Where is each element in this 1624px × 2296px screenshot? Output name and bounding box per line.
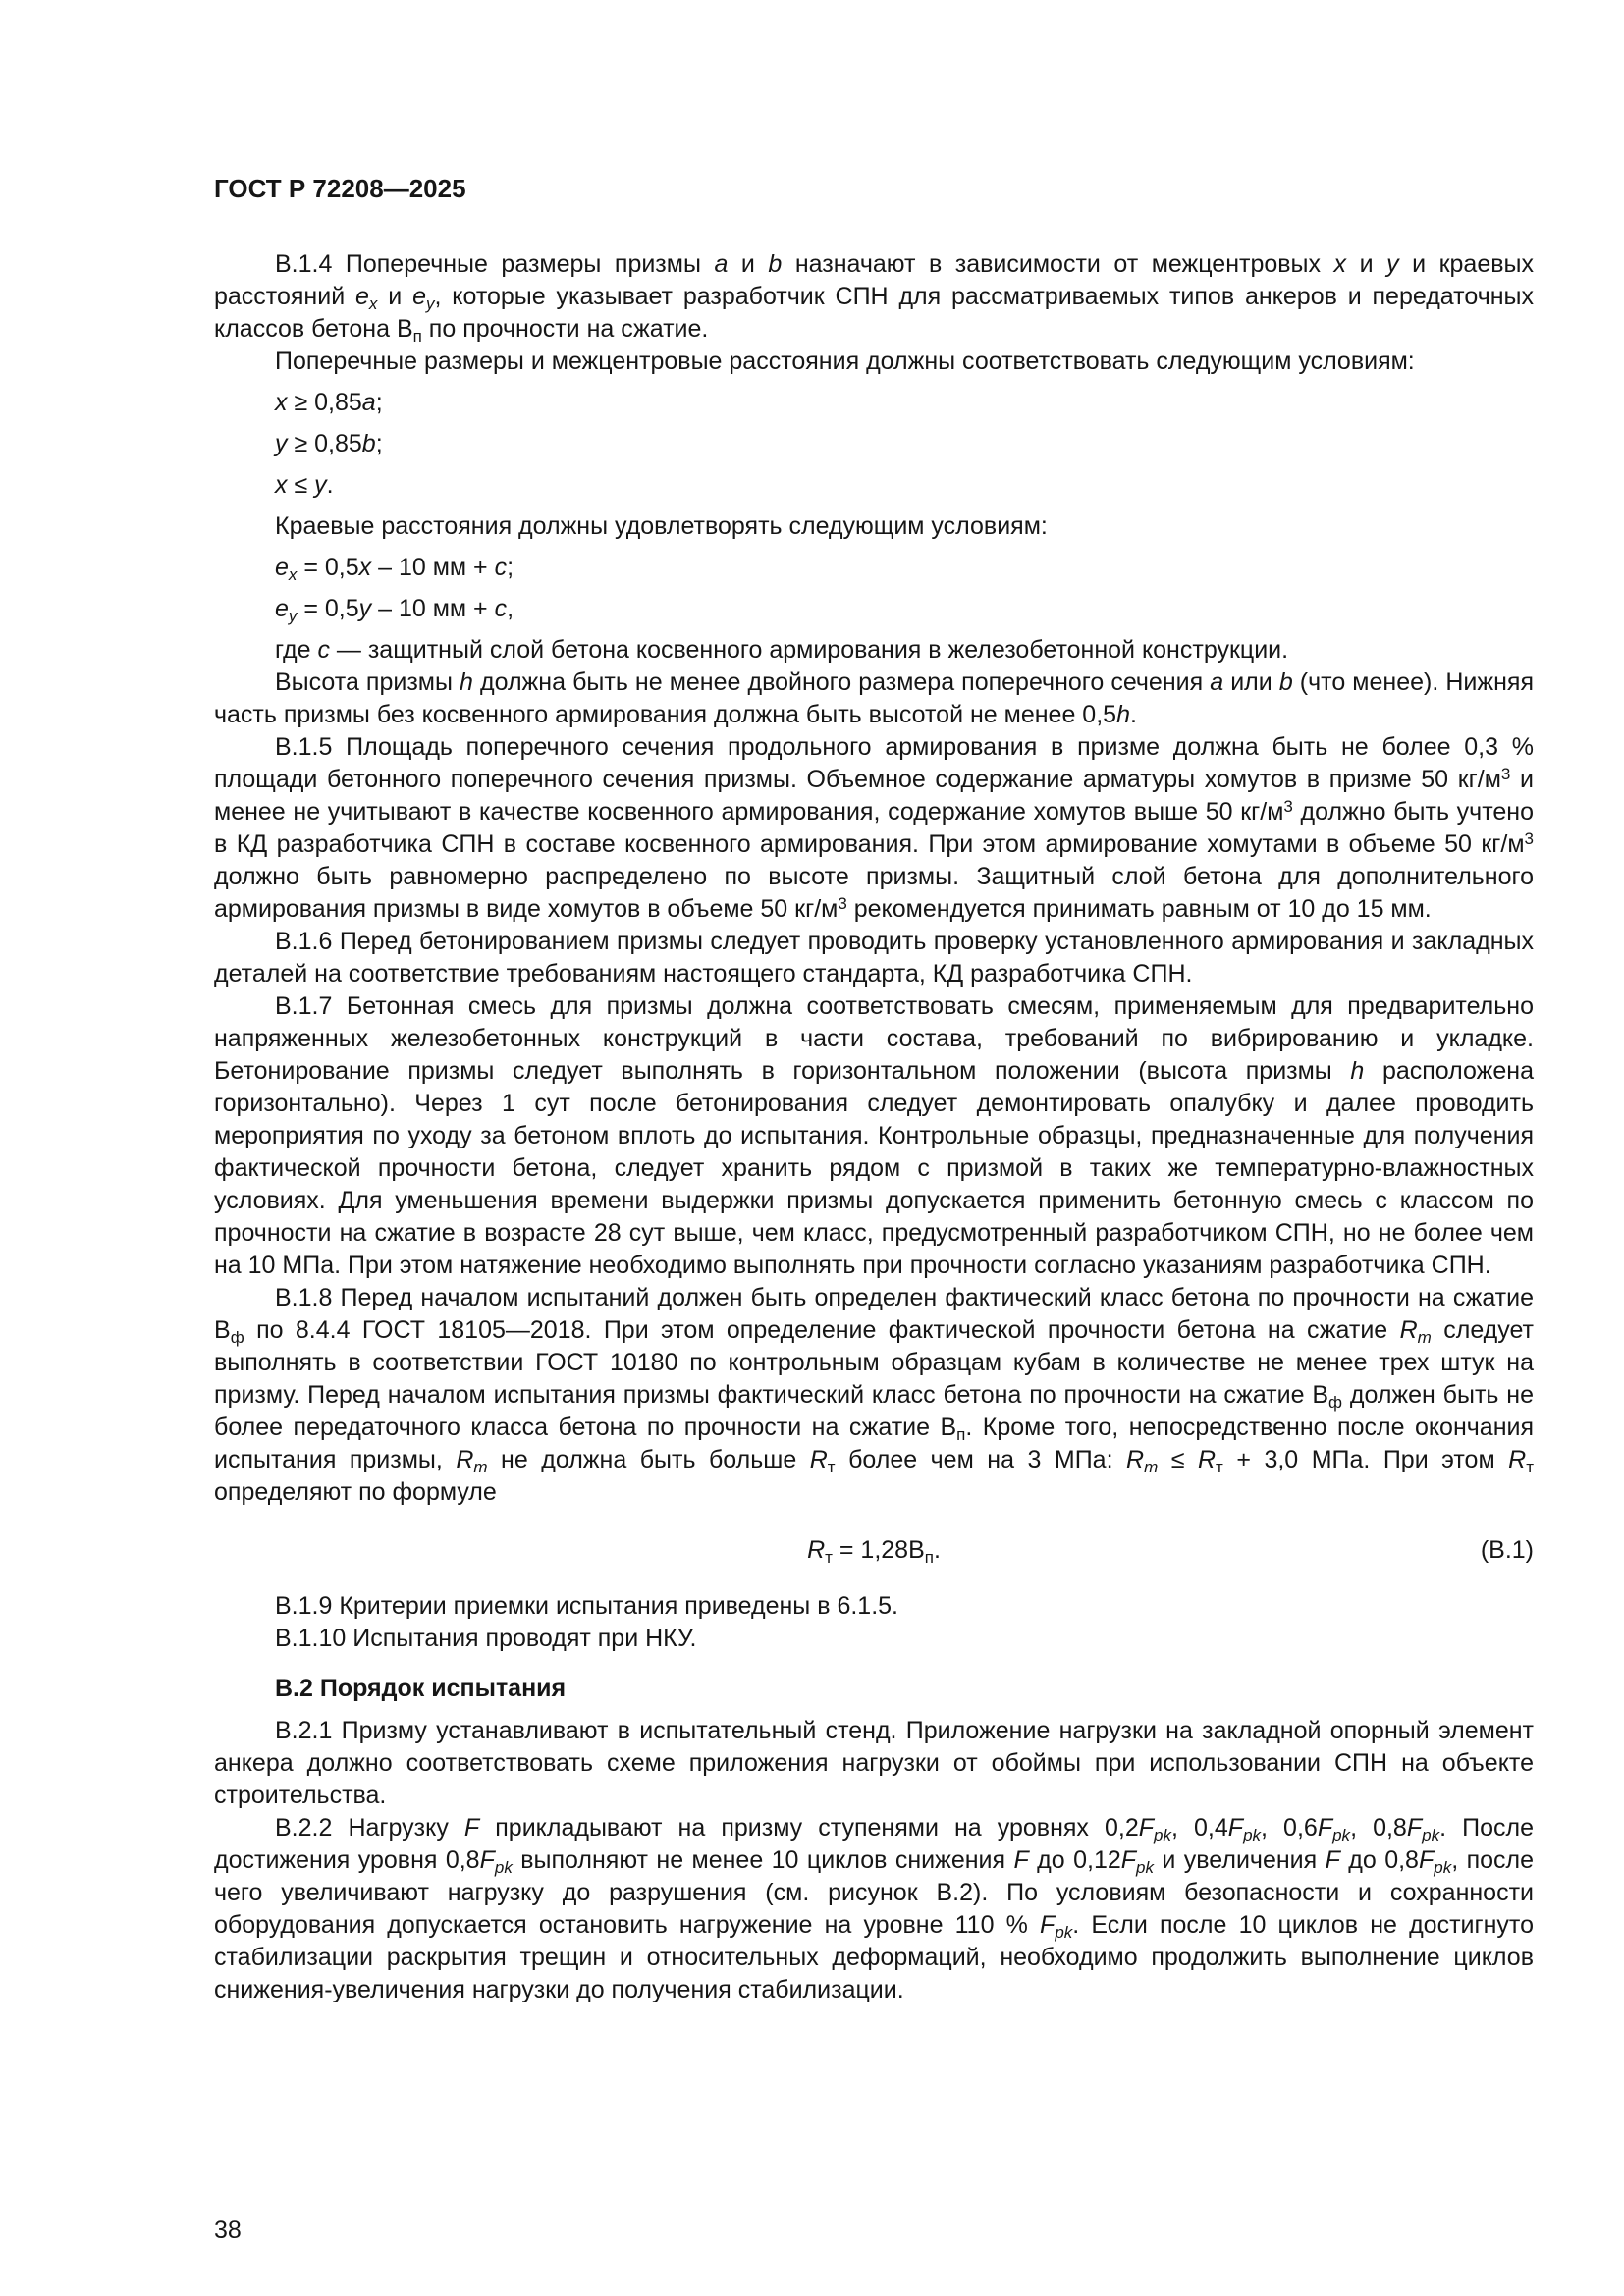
paragraph-where-c: где c — защитный слой бетона косвенного армирования в железобетонной конструкции. — [275, 636, 1289, 664]
equation-ex: $e_x = 0,5x - 10$ мм + c; — [275, 554, 514, 585]
paragraph-b-1-6: В.1.6 Перед бетонированием призмы следует проводить проверку установленного армирования и закладных деталей на соответствие требованиям настоящего стандарта, КД разработчика СПН. — [214, 928, 1534, 988]
condition-x-le-y: x ≤ y. — [275, 471, 334, 499]
paragraph-prism-height: Высота призмы h должна быть не менее двойного размера поперечного сечения a или b (что менее). Нижняя часть призмы без косвенного армирования должна быть высотой не менее 0,5h. — [214, 668, 1534, 728]
paragraph-b-2-1: В.2.1 Призму устанавливают в испытательный стенд. Приложение нагрузки на закладной опорный элемент анкера должно соответствовать схеме приложения нагрузки от обоймы при использовании СПН на объекте строительства. — [214, 1717, 1534, 1809]
paragraph-conditions-intro: Поперечные размеры и межцентровые расстояния должны соответствовать следующим условиям: — [275, 347, 1415, 375]
document-header: ГОСТ Р 72208—2025 — [214, 174, 466, 203]
condition-x-ge: x ≥ 0,85a; — [275, 389, 383, 416]
paragraph-b-1-8: В.1.8 Перед началом испытаний должен быть определен фактический класс бетона по прочности на сжатие $В_ф$ по 8.4.4 ГОСТ 18105—2018. При этом определение фактической прочности бетона на сжатие $R_m$ следует выполнять в соответствии ГОСТ 10180 по контрольным образцам кубам в количестве не менее трех штук на призму. Перед началом испытания призмы фактический класс бетона по прочности на сжатие $В_ф$ должен быть не более передаточного класса бетона по прочности на сжатие $В_п$. Кроме того, непосредственно после окончания испытания призмы, $R_m$ не должна быть больше $R_т$ более чем на 3 МПа: $R_m \le R_т + 3,0$ МПа. При этом $R_т$ определяют по формуле — [214, 1284, 1535, 1506]
paragraph-b-1-10: В.1.10 Испытания проводят при НКУ. — [275, 1625, 697, 1652]
formula-b1-row — [214, 1534, 1534, 1567]
equation-ey: $e_y = 0,5y - 10$ мм + c, — [275, 595, 514, 626]
paragraph-b-1-7: В.1.7 Бетонная смесь для призмы должна соответствовать смесям, применяемым для предварительно напряженных железобетонных конструкций в части состава, требований по вибрированию и укладке. Бетонирование призмы следует выполнять в горизонтальном положении (высота призмы h расположена горизонтально). Через 1 сут после бетонирования следует демонтировать опалубку и далее проводить мероприятия по уходу за бетоном вплоть до испытания. Контрольные образцы, предназначенные для получения фактической прочности бетона, следует хранить рядом с призмой в таких же температурно-влажностных условиях. Для уменьшения времени выдержки призмы допускается применить бетонную смесь с классом по прочности на сжатие в возрасте 28 сут выше, чем класс, предусмотренный разработчиком СПН, но не более чем на 10 МПа. При этом натяжение необходимо выполнять при прочности согласно указаниям разработчика СПН. — [214, 992, 1534, 1279]
paragraph-b-1-5: В.1.5 Площадь поперечного сечения продольного армирования в призме должна быть не более 0,3 % площади бетонного поперечного сечения призмы. Объемное содержание арматуры хомутов в призме 50 $кг/м^3$ и менее не учитывают в качестве косвенного армирования, содержание хомутов выше 50 $кг/м^3$ должно быть учтено в КД разработчика СПН в составе косвенного армирования. При этом армирование хомутами в объеме 50 $кг/м^3$ должно быть равномерно распределено по высоте призмы. Защитный слой бетона для дополнительного армирования призмы в виде хомутов в объеме 50 $кг/м^3$ рекомендуется принимать равным от 10 до 15 мм. — [214, 733, 1534, 923]
page-content — [214, 173, 1534, 2006]
section-heading-b2: В.2 Порядок испытания — [275, 1675, 567, 1702]
formula-expression: $R_т = 1,28В_п$. — [807, 1536, 941, 1568]
formula-number: (В.1) — [1480, 1536, 1534, 1564]
condition-y-ge: y ≥ 0,85b; — [275, 430, 383, 457]
paragraph-b-2-2: В.2.2 Нагрузку F прикладывают на призму ступенями на уровнях $0,2F_{pk}$, $0,4F_{pk}$, $0,6F_{pk}$, $0,8F_{pk}$. После достижения уровня $0,8F_{pk}$ выполняют не менее 10 циклов снижения F до $0,12F_{pk}$ и увеличения F до $0,8F_{pk}$, после чего увеличивают нагрузку до разрушения (см. рисунок В.2). По условиям безопасности и сохранности оборудования допускается остановить нагружение на уровне 110 % $F_{pk}$. Если после 10 циклов не достигнуто стабилизации раскрытия трещин и относительных деформаций, необходимо продолжить выполнение циклов снижения-увеличения нагрузки до получения стабилизации. — [214, 1814, 1535, 2003]
paragraph-b-1-4: В.1.4 Поперечные размеры призмы a и b назначают в зависимости от межцентровых x и y и краевых расстояний $e_x$ и $e_y$, которые указывает разработчик СПН для рассматриваемых типов анкеров и передаточных классов бетона $В_п$ по прочности на сжатие. — [214, 250, 1534, 347]
paragraph-edge-intro: Краевые расстояния должны удовлетворять следующим условиям: — [275, 512, 1048, 540]
page-number: 38 — [214, 2216, 242, 2244]
paragraph-b-1-9: В.1.9 Критерии приемки испытания приведены в 6.1.5. — [275, 1592, 898, 1620]
